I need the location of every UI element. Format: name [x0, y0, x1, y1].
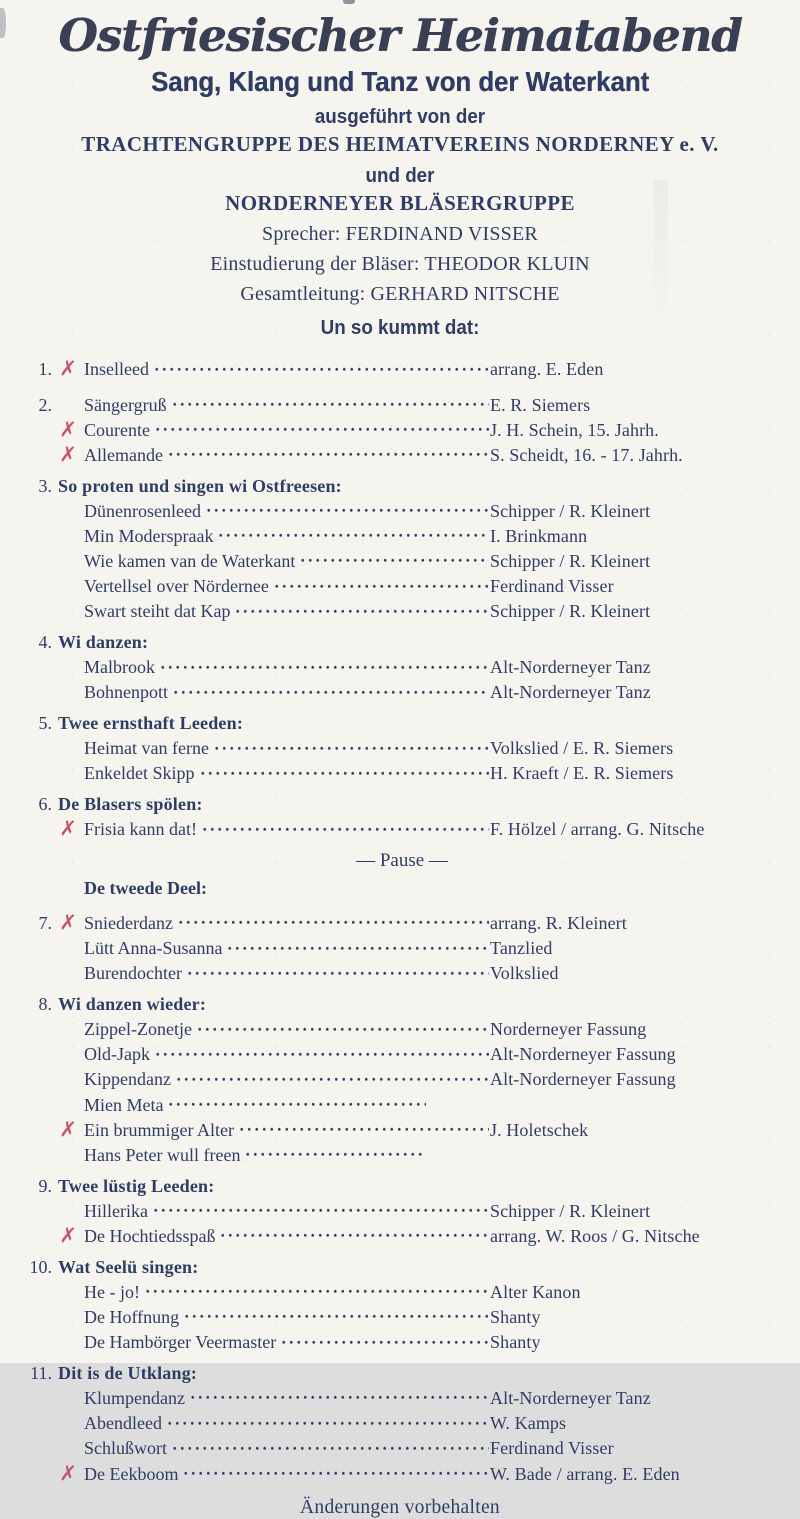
author-credit: H. Kraeft / E. R. Siemers [490, 763, 674, 784]
program-row [22, 1196, 782, 1221]
red-x-mark: ✗ [58, 441, 78, 469]
dotted-leader [219, 1221, 489, 1242]
program-row [22, 759, 782, 784]
red-x-mark [52, 1453, 84, 1456]
program-row [22, 1221, 782, 1250]
dotted-leader [234, 597, 489, 618]
dotted-leader [154, 1040, 489, 1061]
page-title: Ostfriesischer Heimatabend [58, 9, 742, 62]
red-x-mark [52, 409, 84, 412]
red-x-mark: ✗ [58, 909, 78, 937]
dotted-leader [171, 1434, 489, 1455]
song-title: Malbrook [84, 657, 155, 678]
author-credit: Shanty [490, 1332, 541, 1353]
song-title: Klumpendanz [84, 1387, 185, 1408]
program-row [22, 1363, 782, 1384]
program-number: 7. [38, 912, 52, 933]
red-x-mark [52, 565, 84, 568]
dotted-leader [152, 1196, 489, 1217]
song-title: Schlußwort [84, 1438, 167, 1459]
program-number: 10. [29, 1256, 52, 1277]
song-title: De Hambörger Veermaster [84, 1332, 277, 1353]
song-title: Ein brummiger Alter [84, 1119, 234, 1140]
author-credit: arrang. R. Kleinert [490, 912, 627, 933]
program-row [22, 713, 782, 734]
dotted-leader [144, 1277, 489, 1298]
program-row [22, 815, 782, 843]
song-title: Enkeldet Skipp [84, 763, 195, 784]
red-x-mark [52, 778, 84, 781]
section-heading: So proten und singen wi Ostfreesen: [58, 475, 342, 496]
red-x-mark [52, 515, 84, 518]
song-title: Hans Peter wull freen [84, 1145, 241, 1166]
dotted-leader [205, 496, 489, 517]
author-credit: Schipper / R. Kleinert [490, 551, 651, 572]
program-number: 1. [38, 359, 52, 380]
program-row [22, 1383, 782, 1408]
author-credit: I. Brinkmann [490, 525, 588, 546]
program-section [22, 390, 782, 469]
song-title: Inselleed [84, 359, 149, 380]
section-heading: Wi danzen wieder: [58, 993, 207, 1014]
dotted-leader [238, 1115, 489, 1136]
song-title: Zippel-Zonetje [84, 1019, 192, 1040]
program-section [22, 632, 782, 703]
dotted-leader [154, 415, 489, 436]
program-section [22, 476, 782, 623]
ensemble-name-1: TRACHTENGRUPPE DES HEIMATVEREINS NORDERNEY e. V. [81, 131, 719, 156]
song-title: Kippendanz [84, 1069, 171, 1090]
program-row [22, 934, 782, 959]
red-x-mark [52, 1033, 84, 1036]
song-title: Mien Meta [84, 1094, 164, 1115]
dotted-leader [182, 1459, 489, 1480]
song-title: Lütt Anna-Susanna [84, 938, 223, 959]
dotted-leader [244, 1140, 426, 1161]
dotted-leader [273, 572, 489, 593]
footer-note: Änderungen vorbehalten [300, 1497, 500, 1519]
program-row [22, 546, 782, 571]
red-x-mark [52, 1059, 84, 1062]
dotted-leader [226, 934, 489, 955]
dotted-leader [186, 959, 489, 980]
author-credit: J. H. Schein, 15. Jahrh. [490, 419, 659, 440]
dotted-leader [167, 440, 489, 461]
program-row [22, 1434, 782, 1459]
program-section [22, 713, 782, 784]
dotted-leader [196, 1015, 489, 1036]
song-title: De Hoffnung [84, 1306, 180, 1327]
program-section [22, 1362, 782, 1487]
author-credit: F. Hölzel / arrang. G. Nitsche [490, 819, 705, 840]
red-x-mark [52, 1215, 84, 1218]
pause-divider: — Pause — [356, 849, 448, 871]
author-credit: Alt-Norderneyer Tanz [490, 682, 651, 703]
dotted-leader [189, 1383, 489, 1404]
program-row [22, 1065, 782, 1090]
red-x-mark [52, 616, 84, 619]
dotted-leader [299, 546, 489, 567]
program-row [22, 355, 782, 383]
author-credit: W. Bade / arrang. E. Eden [490, 1463, 680, 1484]
program-section [22, 1257, 782, 1353]
song-title: He - jo! [84, 1281, 140, 1302]
author-credit: S. Scheidt, 16. - 17. Jahrh. [490, 444, 683, 465]
red-x-mark [52, 1159, 84, 1162]
author-credit: Ferdinand Visser [490, 576, 614, 597]
program-number: 3. [38, 475, 52, 496]
dotted-leader [199, 759, 490, 780]
dotted-leader [177, 908, 489, 929]
dotted-leader [183, 1302, 489, 1323]
ensemble-name-2: NORDERNEYER BLÄSERGRUPPE [225, 190, 575, 215]
section-heading: De Blasers spölen: [58, 793, 203, 814]
author-credit: E. R. Siemers [490, 394, 591, 415]
song-title: Hillerika [84, 1200, 148, 1221]
program-row [22, 572, 782, 597]
program-row [22, 908, 782, 937]
program-row [22, 1277, 782, 1302]
program-row [22, 632, 782, 653]
red-x-mark: ✗ [58, 1116, 78, 1144]
red-x-mark [52, 1346, 84, 1349]
section-heading: Wat Seelü singen: [58, 1256, 199, 1277]
dotted-leader [213, 734, 489, 755]
part-two-heading: De tweede Deel: [84, 877, 207, 898]
program-row [22, 959, 782, 984]
song-title: Sniederdanz [84, 912, 173, 933]
red-x-mark [52, 1321, 84, 1324]
red-x-mark: ✗ [58, 1460, 78, 1487]
dotted-leader [159, 653, 489, 674]
song-title: Burendochter [84, 963, 182, 984]
author-credit: Alt-Norderneyer Tanz [490, 657, 651, 678]
red-x-mark [52, 753, 84, 756]
song-title: Abendleed [84, 1413, 162, 1434]
red-x-mark [52, 1427, 84, 1430]
red-x-mark [52, 697, 84, 700]
song-title: Min Moderspraak [84, 525, 214, 546]
program-row [22, 597, 782, 622]
program-number: 5. [38, 713, 52, 733]
program-section [22, 994, 782, 1166]
credit-rehearsal: Einstudierung der Bläser: THEODOR KLUIN [210, 252, 590, 275]
red-x-mark [52, 978, 84, 981]
song-title: Old-Japk [84, 1044, 150, 1065]
red-x-mark [52, 540, 84, 543]
song-title: Allemande [84, 444, 163, 465]
program-row [22, 1040, 782, 1065]
program-row [22, 496, 782, 521]
author-credit: Ferdinand Visser [490, 1438, 614, 1459]
program-row [22, 1409, 782, 1434]
section-heading: Wi danzen: [58, 632, 149, 653]
song-title: Bohnenpott [84, 682, 168, 703]
author-credit: Alt-Norderneyer Fassung [490, 1044, 676, 1065]
author-credit: arrang. W. Roos / G. Nitsche [490, 1226, 700, 1246]
program-row [22, 1090, 782, 1115]
song-title: Dünenrosenleed [84, 500, 201, 521]
song-title: Vertellsel over Nördernee [84, 576, 269, 597]
section-heading: Twee lüstig Leeden: [58, 1175, 215, 1196]
author-credit: Schipper / R. Kleinert [490, 500, 651, 521]
author-credit: Alt-Norderneyer Tanz [490, 1387, 651, 1408]
red-x-mark: ✗ [58, 416, 78, 444]
program-number: 4. [38, 632, 52, 653]
program-number: 11. [30, 1362, 52, 1383]
author-credit: Norderneyer Fassung [490, 1019, 647, 1040]
program-row [22, 794, 782, 815]
program-number: 8. [38, 993, 52, 1014]
program-section [22, 1175, 782, 1250]
red-x-mark [52, 1109, 84, 1112]
header [0, 0, 800, 340]
section-heading: Twee ernsthaft Leeden: [58, 713, 244, 733]
program-row [22, 390, 782, 415]
red-x-mark [52, 952, 84, 955]
song-title: Sängergruß [84, 394, 167, 415]
program-row [22, 1302, 782, 1327]
dotted-leader [167, 1090, 426, 1111]
song-title: Wie kamen van de Waterkant [84, 551, 296, 572]
dotted-leader [153, 355, 489, 376]
dotted-leader [280, 1328, 489, 1349]
author-credit: Alt-Norderneyer Fassung [490, 1069, 676, 1090]
program-row [22, 734, 782, 759]
author-credit: Shanty [490, 1306, 541, 1327]
red-x-mark: ✗ [58, 355, 78, 383]
program-section [22, 355, 782, 383]
dotted-leader [175, 1065, 489, 1086]
red-x-mark [52, 1402, 84, 1405]
program-section [22, 908, 782, 984]
program-number: 6. [38, 793, 52, 814]
page-subtitle: Sang, Klang und Tanz von der Waterkant [150, 65, 650, 97]
author-credit: Volkslied / E. R. Siemers [490, 738, 674, 759]
program-row [22, 476, 782, 497]
program-number: 2. [38, 394, 52, 415]
author-credit: J. Holetschek [490, 1119, 589, 1140]
red-x-mark [52, 1084, 84, 1087]
dotted-leader [171, 390, 489, 411]
dotted-leader [201, 815, 489, 836]
red-x-mark: ✗ [58, 1222, 78, 1250]
author-credit: Tanzlied [490, 938, 553, 959]
program-row [22, 1459, 782, 1487]
author-credit: Schipper / R. Kleinert [490, 601, 651, 622]
program-row [22, 994, 782, 1015]
program-row [22, 440, 782, 469]
credit-speaker: Sprecher: FERDINAND VISSER [262, 222, 538, 245]
red-x-mark [52, 1296, 84, 1299]
program-row [22, 1015, 782, 1040]
credit-direction: Gesamtleitung: GERHARD NITSCHE [240, 282, 560, 305]
song-title: Swart steiht dat Kap [84, 601, 231, 622]
author-credit: Schipper / R. Kleinert [490, 1200, 651, 1221]
section-heading: Dit is de Utklang: [58, 1362, 198, 1383]
program-row [22, 1115, 782, 1144]
program-intro: Un so kummt dat: [320, 316, 480, 339]
program-row [22, 678, 782, 703]
song-title: De Eekboom [84, 1463, 179, 1484]
song-title: Frisia kann dat! [84, 819, 197, 840]
author-credit: W. Kamps [490, 1413, 567, 1434]
program-row [22, 653, 782, 678]
red-x-mark: ✗ [58, 815, 78, 843]
performed-by-line: ausgeführt von der [314, 105, 486, 128]
program-row [22, 1328, 782, 1353]
program-number: 9. [38, 1175, 52, 1196]
red-x-mark [52, 591, 84, 594]
connector-line: und der [365, 164, 435, 187]
song-title: Courente [84, 419, 150, 440]
program-row [22, 415, 782, 444]
author-credit: arrang. E. Eden [490, 359, 604, 380]
author-credit: Alter Kanon [490, 1281, 581, 1302]
red-x-mark [52, 672, 84, 675]
dotted-leader [172, 678, 489, 699]
dotted-leader [217, 521, 489, 542]
program-row [22, 1140, 782, 1165]
song-title: Heimat van ferne [84, 738, 209, 759]
program-section [22, 793, 782, 843]
song-title: De Hochtiedsspaß [84, 1226, 216, 1246]
dotted-leader [166, 1409, 489, 1430]
program-list [0, 340, 800, 1487]
program-row [22, 1257, 782, 1278]
program-row [22, 521, 782, 546]
program-row [22, 1176, 782, 1197]
author-credit: Volkslied [490, 963, 559, 984]
